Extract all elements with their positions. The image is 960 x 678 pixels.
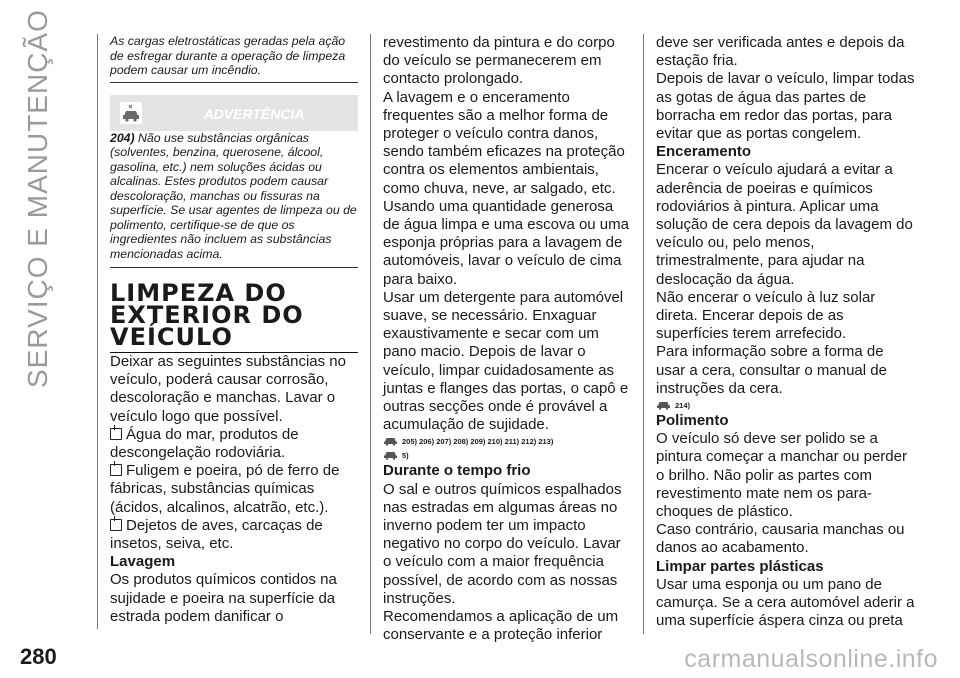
car-warning-icon <box>656 398 671 410</box>
tempo-frio-title: Durante o tempo frio <box>383 462 531 480</box>
paragraph: Usando uma quantidade generosa de água limpa e uma escova ou uma esponja próprias para a lavagem de automóveis, lavar o veículo de cima para baixo. <box>383 197 629 288</box>
intro-note: As cargas eletrostáticas geradas pela ação de esfregar durante a operação de limpeza podem causar um incêndio. <box>110 34 358 83</box>
paragraph: Não encerar o veículo à luz solar direta. Encerar depois de as superfícies terem arrefecido. <box>656 288 876 343</box>
bullet-item-3: Dejetos de aves, carcaças de insetos, seiva, etc. <box>110 516 323 553</box>
section-heading <box>110 279 358 353</box>
column-3 <box>656 34 916 631</box>
paragraph: O veículo só deve ser polido se a pintura começar a manchar ou perder o brilho. Não polir as partes com revestimento mate nem os para-choques de plástico. <box>656 430 907 521</box>
car-caution-icon <box>383 448 398 460</box>
column-divider-2 <box>643 34 644 634</box>
exterior-intro: Deixar as seguintes substâncias no veículo, poderá causar corrosão, descoloração e manchas. Lavar o veículo logo que possível. <box>110 353 346 425</box>
paragraph: deve ser verificada antes e depois da estação fria. <box>656 34 905 70</box>
paragraph: Depois de lavar o veículo, limpar todas as gotas de água das partes de borracha em redor das portas, para evitar que as portas congelem. <box>656 70 915 143</box>
lavagem-text: Os produtos químicos contidos na sujidade e poeira na superfície da estrada podem danificar o <box>110 571 337 625</box>
bullet-item-1: Água do mar, produtos de descongelação rodoviária. <box>110 425 299 462</box>
paragraph: Recomendamos a aplicação de um conservante e a proteção inferior <box>383 608 619 644</box>
column-1 <box>110 34 358 626</box>
column-divider-1 <box>370 34 371 634</box>
car-warning-icon <box>383 434 398 446</box>
left-margin-rule <box>97 34 98 629</box>
paragraph: Usar uma esponja ou um pano de camurça. Se a cera automóvel aderir a uma superfície áspera cinza ou preta <box>656 575 915 630</box>
lavagem-title: Lavagem <box>110 553 176 571</box>
watermark: carmanualsonline.info <box>684 645 938 673</box>
bullet-icon <box>110 464 122 476</box>
heading-line-3: VEÍCULO <box>110 323 233 351</box>
paragraph: revestimento da pintura e do corpo do veículo se permanecerem em contacto prolongado. <box>383 34 615 88</box>
heading-line-2: EXTERIOR DO <box>110 301 304 329</box>
polimento-title: Polimento <box>656 412 729 430</box>
warning-banner <box>110 95 358 131</box>
warning-text <box>110 131 358 269</box>
column-2 <box>383 34 633 645</box>
warning-references: 205) 206) 207) 208) 209) 210) 211) 212) 213) 5) <box>383 434 633 462</box>
side-title-text: SERVIÇO E MANUTENÇÃO <box>22 9 53 388</box>
paragraph: Para informação sobre a forma de usar a cera, consultar o manual de instruções da cera. <box>656 343 887 397</box>
enceramento-title: Enceramento <box>656 143 752 161</box>
bullet-icon <box>110 519 122 531</box>
warning-references: 214) <box>656 398 916 412</box>
paragraph: Usar um detergente para automóvel suave, se necessário. Enxaguar exaustivamente e secar com um pano macio. Depois de lavar o veículo, limpar cuidadosamente as juntas e flanges das portas, o capô e outras secções onde é provável a acumulação de sujidade. <box>383 288 629 434</box>
page-number: 280 <box>20 644 57 669</box>
paragraph: A lavagem e o enceramento frequentes são a melhor forma de proteger o veículo contra danos, sendo também eficazes na proteção contra os elementos ambientais, como chuva, neve, ar salgado, etc. <box>383 88 625 197</box>
paragraph: Caso contrário, causaria manchas ou danos ao acabamento. <box>656 521 905 557</box>
plasticas-title: Limpar partes plásticas <box>656 557 824 575</box>
warning-body: Não use substâncias orgânicas (solventes, benzina, querosene, álcool, gasolina, etc.) nem soluções ácidas ou alcalinas. Estes produtos podem causar descoloração, manchas ou fissuras na superfície. Se usar agentes de limpeza ou de polimento, certifique-se de que os ingredientes não incluem as substâncias mencionadas acima. <box>110 130 357 261</box>
warning-number: 204) <box>110 130 135 145</box>
paragraph: Encerar o veículo ajudará a evitar a aderência de poeiras e químicos rodoviários à pintura. Aplicar uma solução de cera depois da lavagem do veículo ou, pelo menos, trimestralmente, para ajudar na deslocação da água. <box>656 161 913 288</box>
bullet-item-2: Fuligem e poeira, pó de ferro de fábricas, substâncias químicas (ácidos, alcalinos, alcatrão, etc.). <box>110 462 340 516</box>
bullet-icon <box>110 428 122 440</box>
section-side-title <box>22 9 62 638</box>
heading-line-1: LIMPEZA DO <box>110 279 287 307</box>
paragraph: O sal e outros químicos espalhados nas estradas em algumas áreas no inverno podem ter um impacto negativo no corpo do veículo. Lavar o veículo com a maior frequência possível, de acordo com as nossas instruções. <box>383 480 622 607</box>
warning-title: ADVERTÊNCIA <box>203 105 305 122</box>
